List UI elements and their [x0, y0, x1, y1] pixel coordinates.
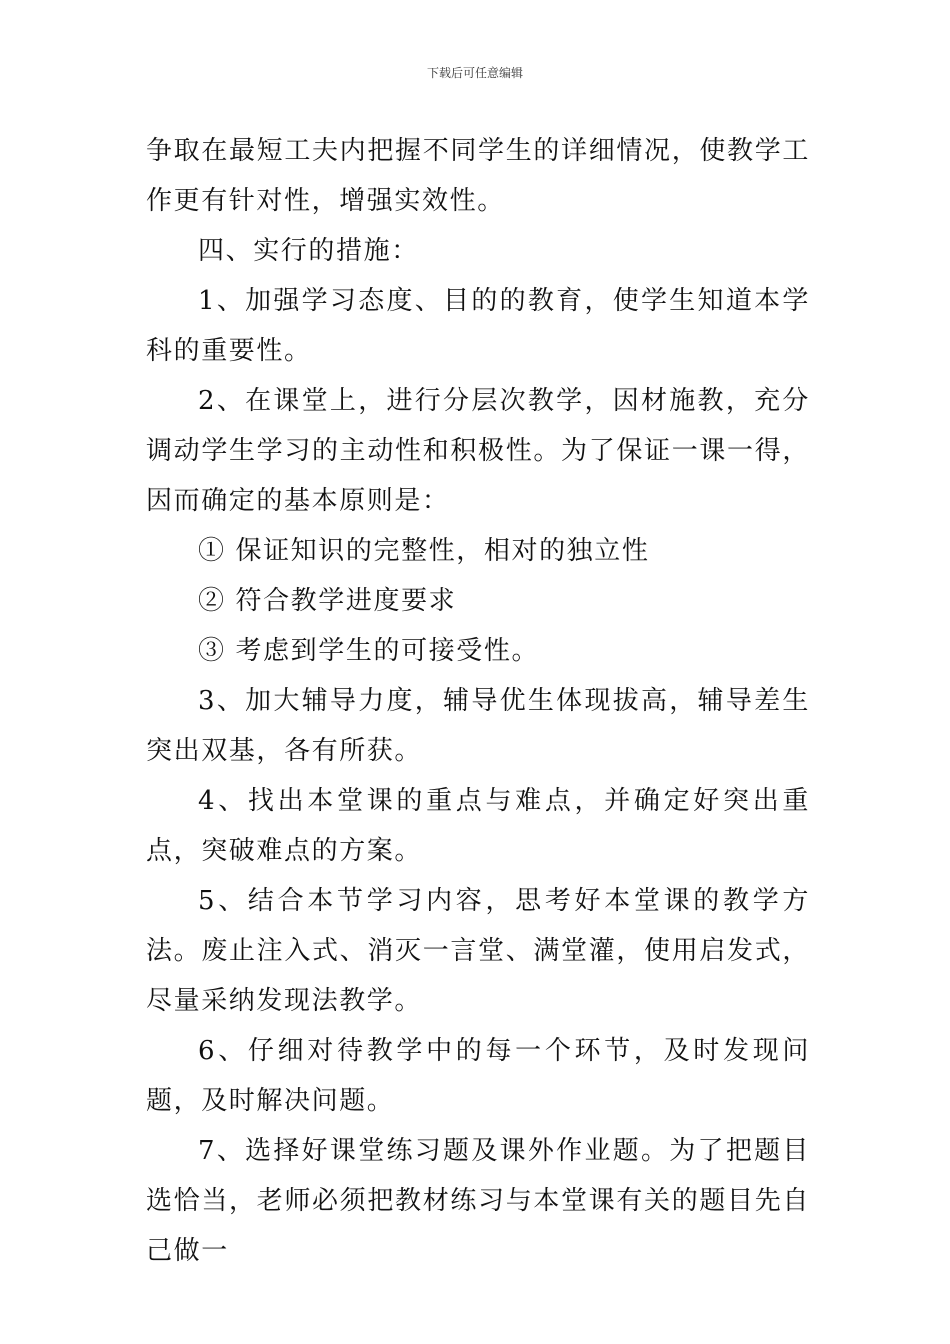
paragraph-item-2: 2、在课堂上，进行分层次教学，因材施教，充分调动学生学习的主动性和积极性。为了保证一课一得，因而确定的基本原则是：: [146, 386, 810, 516]
paragraph-item-1: 1、加强学习态度、目的的教育，使学生知道本学科的重要性。: [146, 286, 810, 366]
principle-item-3: ③ 考虑到学生的可接受性。: [198, 636, 540, 666]
paragraph-item-6: 6、仔细对待教学中的每一个环节，及时发现问题，及时解决问题。: [146, 1036, 810, 1116]
paragraph-item-5: 5、结合本节学习内容，思考好本堂课的教学方法。废止注入式、消灭一言堂、满堂灌，使用启发式，尽量采纳发现法教学。: [146, 886, 810, 1016]
document-body: [146, 126, 810, 1276]
paragraph-item-3: 3、加大辅导力度，辅导优生体现拔高，辅导差生突出双基，各有所获。: [146, 686, 810, 766]
paragraph-item-4: 4、找出本堂课的重点与难点，并确定好突出重点，突破难点的方案。: [146, 786, 810, 866]
principle-item-1: ① 保证知识的完整性，相对的独立性: [198, 536, 650, 566]
paragraph-item-7: 7、选择好课堂练习题及课外作业题。为了把题目选恰当，老师必须把教材练习与本堂课有关的题目先自己做一: [146, 1136, 810, 1266]
page-header-note: 下载后可任意编辑: [426, 66, 523, 80]
section-heading-measures: 四、实行的措施：: [198, 236, 419, 266]
principle-item-2: ② 符合教学进度要求: [198, 586, 457, 616]
paragraph-continuation: 争取在最短工夫内把握不同学生的详细情况，使教学工作更有针对性，增强实效性。: [146, 136, 810, 216]
